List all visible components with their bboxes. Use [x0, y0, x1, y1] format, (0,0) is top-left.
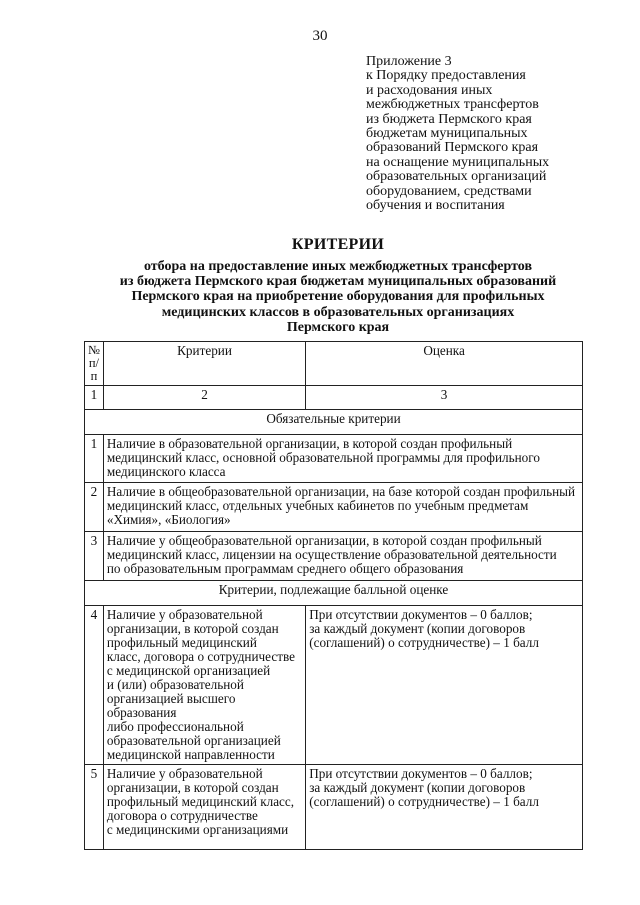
criterion-line: профильный медицинский — [106, 635, 257, 650]
score-line: (соглашений) о сотрудничестве) – 1 балл — [309, 794, 539, 809]
criterion-cell — [103, 765, 305, 850]
criterion-line: с медицинской организацией — [106, 663, 271, 678]
score-line: При отсутствии документов – 0 баллов; — [309, 607, 533, 622]
subtitle-line: Пермского края на приобретение оборудования для профильных — [131, 289, 545, 305]
criterion-line: медицинский класс, отдельных учебных кабинетов по учебным предметам — [106, 498, 529, 513]
appendix-line: обучения и воспитания — [366, 198, 505, 214]
criterion-line: профильный медицинский класс, — [106, 794, 295, 809]
row-number-cell: 4 — [85, 606, 104, 765]
appendix-line: образовательных организаций — [366, 169, 547, 185]
criterion-line: «Химия», «Биология» — [106, 512, 231, 527]
score-line: (соглашений) о сотрудничестве) – 1 балл — [309, 635, 539, 650]
criteria-table — [84, 341, 583, 850]
header-number-cell — [85, 342, 104, 386]
score-line: При отсутствии документов – 0 баллов; — [309, 766, 533, 781]
appendix-line: межбюджетных трансфертов — [366, 97, 539, 113]
criterion-cell — [103, 483, 582, 532]
appendix-line: оборудованием, средствами — [366, 183, 532, 199]
criterion-line: Наличие у образовательной — [106, 766, 263, 781]
criterion-line: Наличие в образовательной организации, в которой создан профильный — [106, 436, 513, 451]
score-line: за каждый документ (копии договоров — [309, 621, 526, 636]
appendix-line: из бюджета Пермского края — [366, 111, 532, 127]
header-score-cell: Оценка — [306, 342, 583, 386]
table-row — [85, 532, 583, 581]
criterion-cell — [103, 435, 582, 483]
subtitle-line: отбора на предоставление иных межбюджетных трансфертов — [143, 259, 533, 274]
appendix-line: и расходования иных — [366, 82, 493, 98]
criterion-line: Наличие в общеобразовательной организации, на базе которой создан профильный — [106, 484, 576, 499]
criterion-cell — [103, 532, 582, 581]
appendix-line: на оснащение муниципальных — [366, 154, 550, 170]
appendix-line: образований Пермского края — [366, 140, 539, 156]
criterion-line: с медицинскими организациями — [106, 822, 289, 837]
criterion-line: либо профессиональной — [106, 719, 244, 734]
column-index-row — [85, 386, 583, 410]
row-number-cell: 5 — [85, 765, 104, 850]
page-number: 30 — [312, 28, 328, 44]
column-index-cell: 2 — [103, 386, 305, 410]
criterion-line: организации, в которой создан — [106, 780, 279, 795]
subtitle-line: из бюджета Пермского края бюджетам муниципальных образований — [119, 274, 557, 290]
document-title: КРИТЕРИИ — [291, 236, 385, 253]
criterion-line: по образовательным программам среднего общего образования — [106, 561, 464, 576]
column-index-cell: 3 — [306, 386, 583, 410]
table-row — [85, 765, 583, 850]
subtitle-line: медицинских классов в образовательных организациях — [161, 304, 515, 320]
appendix-line: Приложение 3 — [366, 54, 452, 69]
criterion-line: образовательной организацией — [106, 733, 281, 748]
criterion-line: класс, договора о сотрудничестве — [106, 649, 295, 664]
appendix-line: к Порядку предоставления — [366, 68, 526, 84]
section-heading: Обязательные критерии — [85, 410, 583, 435]
section-row-mandatory — [85, 410, 583, 435]
document-subtitle — [0, 259, 640, 335]
criterion-line: медицинского класса — [106, 464, 226, 479]
criterion-line: образования — [106, 705, 177, 720]
appendix-line: бюджетам муниципальных — [366, 126, 528, 142]
criterion-line: Наличие у образовательной — [106, 607, 263, 622]
header-number-line: № — [88, 343, 100, 357]
criterion-line: организации, в которой создан — [106, 621, 279, 636]
score-cell — [306, 765, 583, 850]
table-row — [85, 435, 583, 483]
criterion-line: медицинский класс, основной образовательной программы для профильного — [106, 450, 540, 465]
row-number-cell: 1 — [85, 435, 104, 483]
header-criteria-cell: Критерии — [103, 342, 305, 386]
criterion-cell — [103, 606, 305, 765]
header-number-line: п/п — [88, 356, 100, 383]
criterion-line: медицинской направленности — [106, 747, 275, 762]
section-heading: Критерии, подлежащие балльной оценке — [85, 581, 583, 606]
table-header-row — [85, 342, 583, 386]
criterion-line: Наличие у общеобразовательной организации, в которой создан профильный — [106, 533, 542, 548]
appendix-note — [366, 55, 626, 213]
row-number-cell: 2 — [85, 483, 104, 532]
column-index-cell: 1 — [85, 386, 104, 410]
criterion-line: договора о сотрудничестве — [106, 808, 258, 823]
score-cell — [306, 606, 583, 765]
criterion-line: медицинский класс, лицензии на осуществление образовательной деятельности — [106, 547, 557, 562]
table-row — [85, 606, 583, 765]
table-row — [85, 483, 583, 532]
section-row-scored — [85, 581, 583, 606]
subtitle-line: Пермского края — [286, 319, 390, 335]
row-number-cell: 3 — [85, 532, 104, 581]
score-line: за каждый документ (копии договоров — [309, 780, 526, 795]
criterion-line: организацией высшего — [106, 691, 236, 706]
criterion-line: и (или) образовательной — [106, 677, 244, 692]
